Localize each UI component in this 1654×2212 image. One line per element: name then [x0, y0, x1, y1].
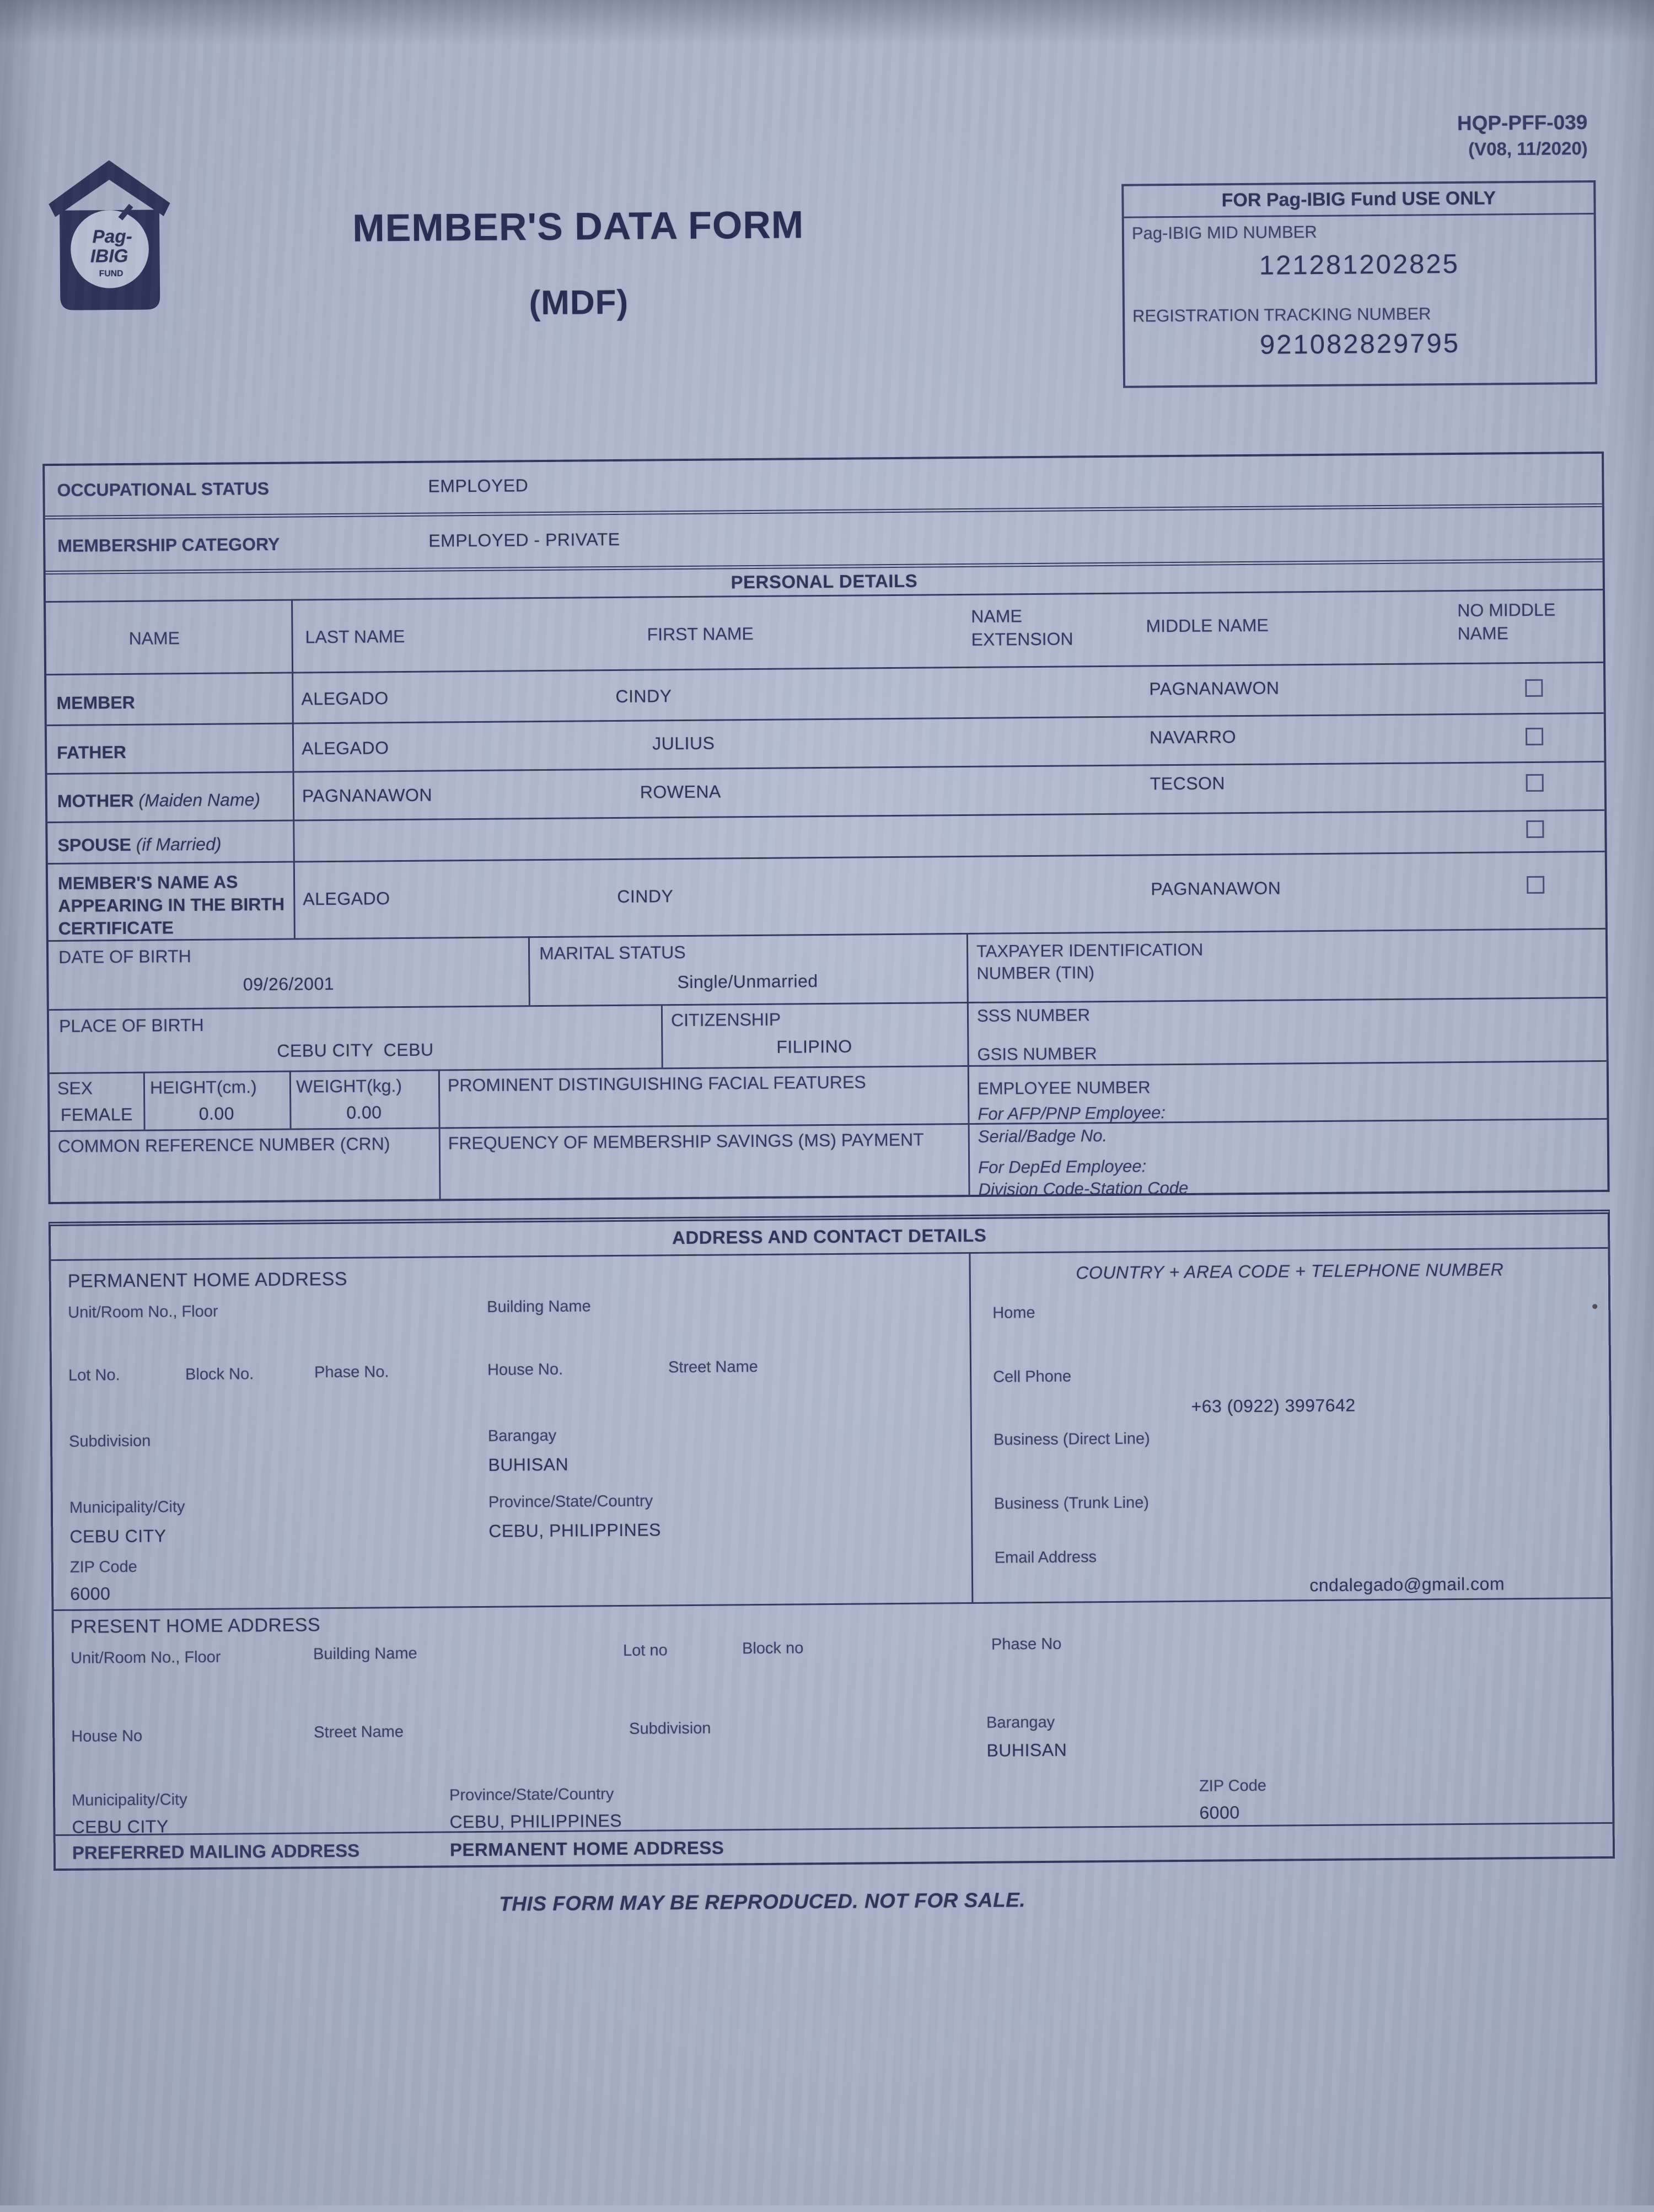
no-middle-name-checkbox	[1526, 774, 1544, 792]
scan-speck	[1592, 1304, 1597, 1309]
cell-phone-value: +63 (0922) 3997642	[1191, 1395, 1356, 1416]
pres-block-label: Block no	[742, 1639, 804, 1658]
cell-phone-label: Cell Phone	[993, 1367, 1072, 1386]
fund-use-box	[1121, 180, 1597, 388]
birth-certificate-name-row	[48, 851, 1605, 940]
mother-last-name: PAGNANAWON	[302, 785, 433, 806]
col-header-last-name: LAST NAME	[305, 626, 405, 647]
ms-payment-label: FREQUENCY OF MEMBERSHIP SAVINGS (MS) PAYMENT	[448, 1129, 924, 1153]
tracking-number-label: REGISTRATION TRACKING NUMBER	[1132, 304, 1431, 326]
form-title-block	[231, 205, 927, 325]
pres-zip-label: ZIP Code	[1199, 1776, 1267, 1795]
perm-zip-value: 6000	[70, 1583, 111, 1604]
col-header-name-extension: NAME EXTENSION	[971, 606, 1073, 649]
page-title: MEMBER'S DATA FORM	[352, 203, 804, 250]
perm-municipality-value: CEBU CITY	[69, 1526, 167, 1547]
mother-middle-name: TECSON	[1150, 773, 1226, 794]
date-of-birth-value: 09/26/2001	[243, 974, 335, 995]
pres-zip-value: 6000	[1199, 1802, 1240, 1823]
business-trunk-label: Business (Trunk Line)	[994, 1494, 1150, 1513]
crn-label: COMMON REFERENCE NUMBER (CRN)	[57, 1134, 390, 1156]
pres-municipality-value: CEBU CITY	[72, 1816, 169, 1837]
member-middle-name: PAGNANAWON	[1149, 678, 1280, 699]
government-ids-column	[966, 928, 1610, 1200]
col-header-middle-name: MIDDLE NAME	[1146, 615, 1269, 636]
membership-category-label: MEMBERSHIP CATEGORY	[57, 534, 280, 556]
afp-serial-label: For AFP/PNP Employee: Serial/Badge No.	[978, 1103, 1166, 1146]
pres-barangay-label: Barangay	[986, 1713, 1055, 1732]
form-code: HQP-PFF-039	[1457, 111, 1588, 135]
birth-certificate-row-label: MEMBER'S NAME AS APPEARING IN THE BIRTH CERTIFICATE	[57, 872, 285, 938]
spouse-row-label-text: SPOUSE	[57, 834, 132, 855]
pres-building-label: Building Name	[313, 1644, 417, 1663]
sex-value: FEMALE	[60, 1104, 133, 1125]
spouse-row-label	[57, 833, 221, 857]
fund-use-title: FOR Pag-IBIG Fund USE ONLY	[1124, 182, 1593, 218]
perm-province-label: Province/State/Country	[488, 1492, 653, 1511]
name-columns-header-row	[46, 589, 1603, 674]
occupational-status-label: OCCUPATIONAL STATUS	[57, 478, 270, 500]
address-contact-table	[49, 1210, 1615, 1871]
marital-status-label: MARITAL STATUS	[539, 942, 686, 964]
place-of-birth-value: CEBU CITY CEBU	[277, 1039, 434, 1061]
marital-status-value: Single/Unmarried	[677, 971, 818, 992]
perm-block-label: Block No.	[185, 1365, 254, 1384]
perm-street-label: Street Name	[668, 1358, 758, 1377]
svg-text:Pag-: Pag-	[92, 226, 132, 248]
mother-row-label-note: (Maiden Name)	[138, 790, 261, 810]
mid-number-value: 121281202825	[1259, 249, 1460, 281]
pres-street-label: Street Name	[314, 1723, 404, 1742]
no-middle-name-checkbox	[1526, 820, 1544, 838]
perm-municipality-label: Municipality/City	[69, 1498, 185, 1517]
email-address-value: cndalegado@gmail.com	[1309, 1574, 1505, 1596]
no-middle-name-checkbox	[1525, 679, 1543, 697]
mid-number-label: Pag-IBIG MID NUMBER	[1131, 222, 1317, 243]
perm-phase-label: Phase No.	[314, 1363, 389, 1382]
weight-value: 0.00	[346, 1102, 382, 1123]
no-middle-name-checkbox	[1527, 876, 1544, 894]
deped-division-label: For DepEd Employee: Division Code-Station Code	[978, 1156, 1189, 1200]
pres-house-label: House No	[71, 1727, 143, 1746]
father-first-name: JULIUS	[652, 733, 715, 754]
membership-category-value: EMPLOYED - PRIVATE	[428, 529, 620, 551]
footer-note: THIS FORM MAY BE REPRODUCED. NOT FOR SALE.	[499, 1888, 1026, 1915]
mother-row-label	[57, 788, 260, 813]
present-address-title: PRESENT HOME ADDRESS	[70, 1614, 321, 1637]
form-code-block	[1457, 109, 1588, 162]
form-version: (V08, 11/2020)	[1468, 138, 1588, 159]
employee-number-label: EMPLOYEE NUMBER	[977, 1077, 1151, 1099]
weight-label: WEIGHT(kg.)	[296, 1076, 402, 1097]
perm-zip-label: ZIP Code	[69, 1558, 137, 1576]
height-label: HEIGHT(cm.)	[149, 1077, 257, 1098]
pres-unit-label: Unit/Room No., Floor	[71, 1648, 221, 1667]
col-header-first-name: FIRST NAME	[647, 624, 754, 645]
svg-text:FUND: FUND	[99, 269, 123, 279]
pres-municipality-label: Municipality/City	[72, 1791, 187, 1810]
father-last-name: ALEGADO	[302, 738, 389, 759]
col-header-no-middle-name: NO MIDDLE NAME	[1457, 599, 1556, 643]
birth-certificate-middle-name: PAGNANAWON	[1151, 878, 1281, 899]
member-row-label: MEMBER	[56, 692, 135, 713]
tin-label: TAXPAYER IDENTIFICATION NUMBER (TIN)	[976, 939, 1204, 984]
svg-text:IBIG: IBIG	[90, 246, 128, 267]
citizenship-value: FILIPINO	[776, 1036, 852, 1057]
pres-province-value: CEBU, PHILIPPINES	[449, 1810, 622, 1832]
permanent-address-zone	[51, 1247, 1610, 1609]
father-row-label: FATHER	[57, 742, 126, 763]
father-middle-name: NAVARRO	[1149, 727, 1237, 748]
sss-number-label: SSS NUMBER	[976, 1005, 1091, 1026]
pag-ibig-logo-icon	[44, 157, 175, 321]
present-address-zone	[53, 1597, 1612, 1837]
pres-lot-label: Lot no	[622, 1641, 668, 1660]
no-middle-name-checkbox	[1526, 728, 1543, 745]
place-of-birth-label: PLACE OF BIRTH	[58, 1014, 204, 1036]
perm-province-value: CEBU, PHILIPPINES	[488, 1520, 662, 1541]
pres-phase-label: Phase No	[991, 1635, 1062, 1653]
personal-details-title: PERSONAL DETAILS	[731, 570, 918, 593]
perm-subdivision-label: Subdivision	[68, 1432, 151, 1451]
mother-first-name: ROWENA	[640, 781, 721, 802]
perm-barangay-label: Barangay	[487, 1426, 557, 1445]
col-header-name: NAME	[128, 628, 180, 648]
permanent-address-title: PERMANENT HOME ADDRESS	[67, 1268, 348, 1292]
pres-barangay-value: BUHISAN	[986, 1739, 1067, 1760]
citizenship-label: CITIZENSHIP	[670, 1009, 781, 1030]
member-first-name: CINDY	[615, 686, 672, 706]
birth-certificate-first-name: CINDY	[617, 886, 674, 906]
perm-barangay-value: BUHISAN	[488, 1454, 569, 1475]
spouse-row-label-note: (if Married)	[136, 834, 222, 855]
perm-building-label: Building Name	[487, 1297, 591, 1316]
facial-features-label: PROMINENT DISTINGUISHING FACIAL FEATURES	[447, 1072, 866, 1096]
birth-certificate-last-name: ALEGADO	[303, 888, 390, 909]
mailing-address-label: PREFERRED MAILING ADDRESS	[72, 1840, 360, 1863]
personal-details-table	[42, 452, 1609, 1204]
address-section-title: ADDRESS AND CONTACT DETAILS	[672, 1225, 987, 1248]
pres-province-label: Province/State/Country	[449, 1785, 614, 1805]
email-address-label: Email Address	[994, 1548, 1097, 1567]
sex-label: SEX	[57, 1078, 93, 1098]
page-subtitle: (MDF)	[529, 283, 629, 323]
member-last-name: ALEGADO	[301, 688, 389, 709]
contact-details-column	[969, 1249, 1613, 1604]
mailing-address-value: PERMANENT HOME ADDRESS	[449, 1837, 724, 1860]
perm-lot-label: Lot No.	[68, 1366, 120, 1384]
home-phone-label: Home	[992, 1304, 1035, 1322]
perm-house-label: House No.	[487, 1360, 563, 1379]
gsis-number-label: GSIS NUMBER	[977, 1044, 1097, 1064]
business-direct-label: Business (Direct Line)	[993, 1430, 1150, 1449]
tracking-number-value: 921082829795	[1259, 328, 1460, 360]
date-of-birth-label: DATE OF BIRTH	[58, 946, 191, 967]
perm-unit-label: Unit/Room No., Floor	[68, 1302, 218, 1322]
height-value: 0.00	[198, 1103, 235, 1124]
contact-column-title: COUNTRY + AREA CODE + TELEPHONE NUMBER	[1076, 1259, 1504, 1283]
occupational-status-value: EMPLOYED	[428, 475, 529, 496]
mother-row-label-text: MOTHER	[57, 790, 134, 811]
pres-subdivision-label: Subdivision	[629, 1719, 711, 1738]
